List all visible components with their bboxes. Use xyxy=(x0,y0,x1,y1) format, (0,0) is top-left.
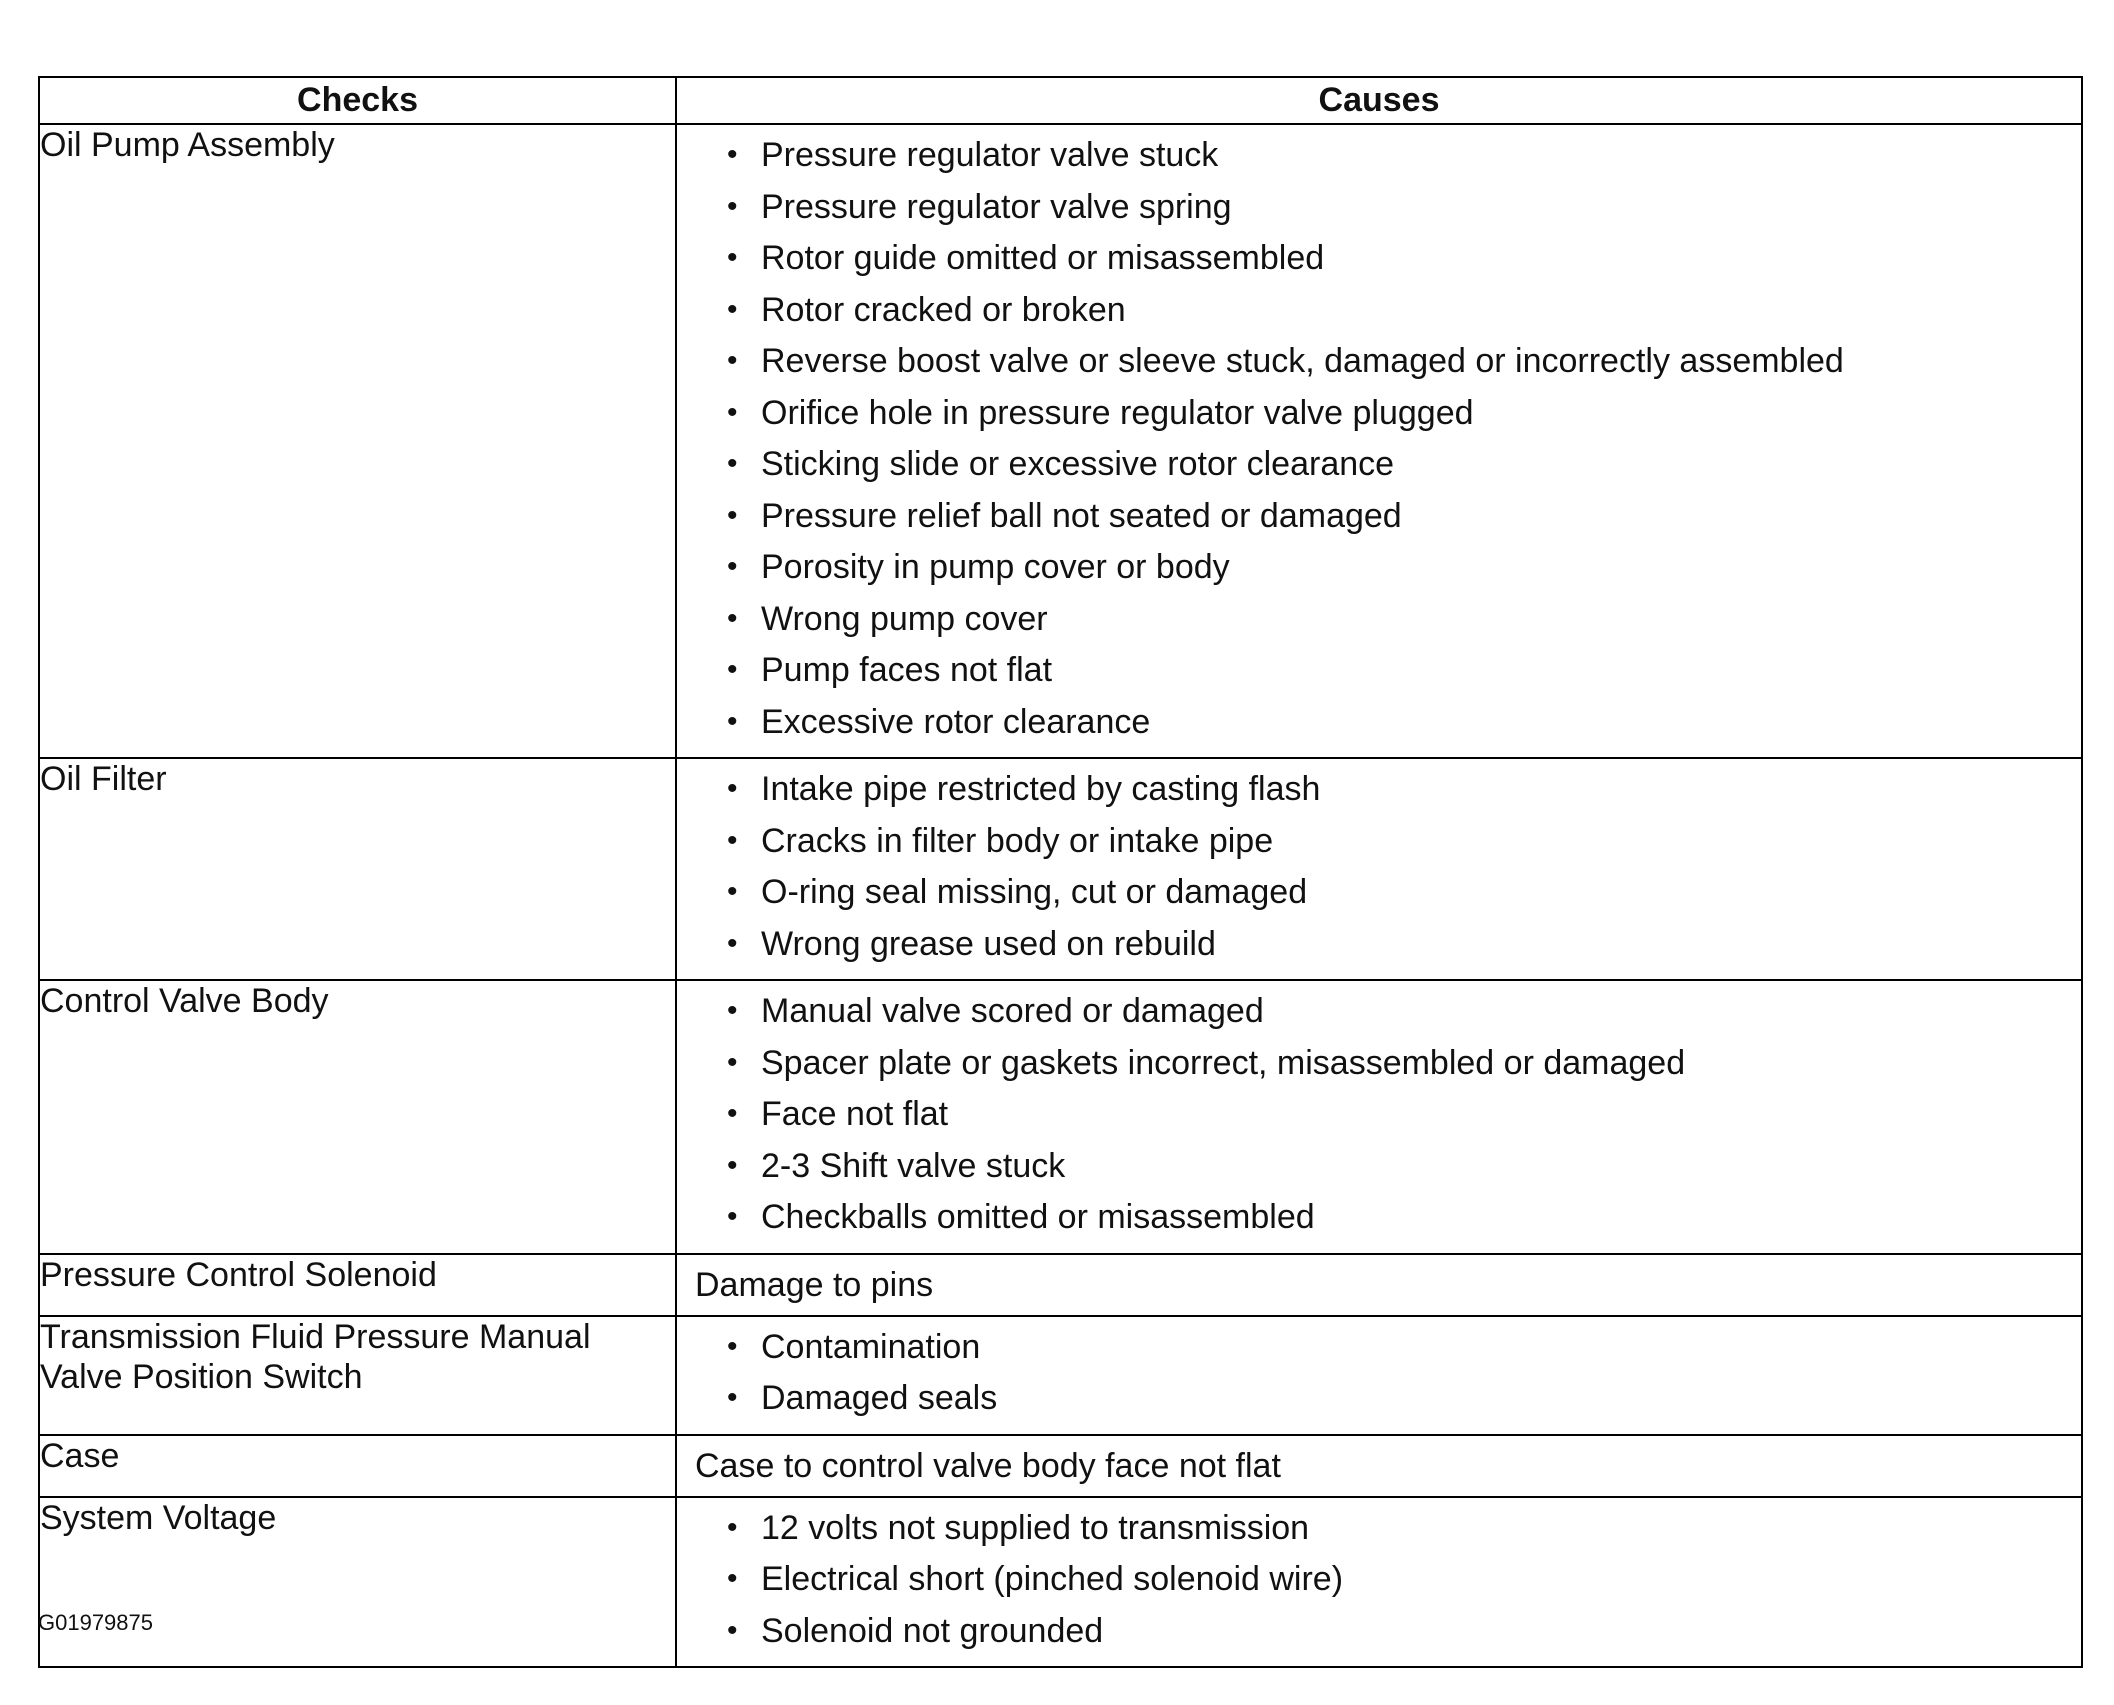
causes-cell xyxy=(676,1316,2082,1435)
bullet-icon: • xyxy=(727,875,738,908)
list-item xyxy=(725,1041,2081,1093)
bullet-icon: • xyxy=(727,189,738,223)
list-item xyxy=(725,339,2081,391)
bullet-icon: • xyxy=(727,1562,738,1595)
cause-text: Checkballs omitted or misassembled xyxy=(761,1198,1315,1236)
table-row xyxy=(39,1435,2082,1497)
list-item xyxy=(725,870,2081,922)
bullet-icon: • xyxy=(727,395,738,429)
cause-text: Damage to pins xyxy=(695,1265,934,1304)
cause-text: Reverse boost valve or sleeve stuck, damaged or incorrectly assembled xyxy=(761,342,1844,380)
causes-cell xyxy=(676,1497,2082,1668)
cause-list xyxy=(677,125,2081,757)
bullet-icon: • xyxy=(727,1613,738,1647)
cause-list xyxy=(677,1498,2081,1667)
bullet-icon: • xyxy=(727,498,738,532)
cause-text: Sticking slide or excessive rotor clearance xyxy=(761,445,1395,483)
check-cell: Pressure Control Solenoid xyxy=(39,1254,676,1316)
bullet-icon: • xyxy=(727,344,738,377)
list-item xyxy=(725,648,2081,700)
cause-text: O-ring seal missing, cut or damaged xyxy=(761,873,1308,911)
table-row xyxy=(39,1254,2082,1316)
bullet-icon: • xyxy=(727,1381,738,1414)
list-item xyxy=(725,545,2081,597)
bullet-icon: • xyxy=(727,241,738,274)
cause-list xyxy=(677,981,2081,1253)
cause-text: Porosity in pump cover or body xyxy=(761,548,1230,586)
bullet-icon: • xyxy=(727,704,738,738)
cause-text: Rotor cracked or broken xyxy=(761,290,1126,329)
cause-text: 12 volts not supplied to transmission xyxy=(761,1508,1310,1547)
causes-cell xyxy=(676,758,2082,980)
cause-text: Electrical short (pinched solenoid wire) xyxy=(761,1560,1344,1598)
list-item xyxy=(725,819,2081,871)
list-item xyxy=(725,1609,2081,1661)
check-cell: Oil Pump Assembly xyxy=(39,124,676,758)
bullet-icon: • xyxy=(727,1200,738,1233)
table-row xyxy=(39,1497,2082,1668)
cause-text: Orifice hole in pressure regulator valve plugged xyxy=(761,393,1474,432)
cause-text: Rotor guide omitted or misassembled xyxy=(761,239,1325,277)
cause-text: 2-3 Shift valve stuck xyxy=(761,1146,1066,1185)
cause-list xyxy=(677,1317,2081,1434)
check-cell: Oil Filter xyxy=(39,758,676,980)
list-item xyxy=(725,391,2081,443)
causes-cell xyxy=(676,1254,2082,1316)
cause-text: Intake pipe restricted by casting flash xyxy=(761,770,1321,808)
list-item xyxy=(725,922,2081,974)
bullet-icon: • xyxy=(727,1148,738,1182)
check-cell: Case xyxy=(39,1435,676,1497)
table-row xyxy=(39,980,2082,1254)
list-item xyxy=(725,185,2081,237)
list-item xyxy=(725,1506,2081,1558)
cause-text: Wrong pump cover xyxy=(761,599,1048,638)
list-item xyxy=(725,442,2081,494)
list-item xyxy=(725,989,2081,1041)
figure-id: G01979875 xyxy=(38,1610,153,1635)
cause-text: Pressure regulator valve stuck xyxy=(761,136,1219,174)
list-item xyxy=(725,767,2081,819)
bullet-icon: • xyxy=(727,772,738,805)
cause-text: Face not flat xyxy=(761,1095,949,1133)
cause-list xyxy=(677,759,2081,979)
bullet-icon: • xyxy=(727,447,738,480)
list-item xyxy=(725,1325,2081,1377)
list-item xyxy=(725,133,2081,185)
bullet-icon: • xyxy=(727,550,738,583)
cause-text: Damaged seals xyxy=(761,1379,998,1417)
list-item xyxy=(725,1144,2081,1196)
bullet-icon: • xyxy=(727,138,738,171)
cause-text: Pressure regulator valve spring xyxy=(761,187,1232,226)
cause-text: Pump faces not flat xyxy=(761,651,1053,689)
bullet-icon: • xyxy=(727,653,738,686)
list-item xyxy=(725,1195,2081,1247)
list-item xyxy=(725,1557,2081,1609)
check-cell: System Voltage xyxy=(39,1497,676,1668)
cause-text: Solenoid not grounded xyxy=(761,1611,1104,1650)
bullet-icon: • xyxy=(727,292,738,326)
bullet-icon: • xyxy=(727,994,738,1027)
list-item xyxy=(725,700,2081,752)
list-item xyxy=(725,494,2081,546)
cause-text: Case to control valve body face not flat xyxy=(695,1446,1281,1485)
bullet-icon: • xyxy=(727,1045,738,1079)
list-item xyxy=(725,597,2081,649)
table-header-row xyxy=(39,77,2082,124)
bullet-icon: • xyxy=(727,823,738,857)
list-item xyxy=(725,1376,2081,1428)
causes-cell xyxy=(676,1435,2082,1497)
bullet-icon: • xyxy=(727,1097,738,1130)
cause-text: Contamination xyxy=(761,1327,981,1366)
cause-text: Cracks in filter body or intake pipe xyxy=(761,821,1274,860)
check-cell: Control Valve Body xyxy=(39,980,676,1254)
table-row xyxy=(39,1316,2082,1435)
table-row xyxy=(39,124,2082,758)
bullet-icon: • xyxy=(727,926,738,960)
bullet-icon: • xyxy=(727,1329,738,1363)
list-item xyxy=(725,1092,2081,1144)
checks-causes-table xyxy=(38,76,2083,1668)
header-checks: Checks xyxy=(39,77,676,124)
cause-text: Pressure relief ball not seated or damaged xyxy=(761,496,1402,535)
cause-text: Spacer plate or gaskets incorrect, misassembled or damaged xyxy=(761,1043,1686,1082)
list-item xyxy=(725,236,2081,288)
cause-text: Excessive rotor clearance xyxy=(761,702,1151,741)
table-row xyxy=(39,758,2082,980)
causes-cell xyxy=(676,980,2082,1254)
cause-text: Wrong grease used on rebuild xyxy=(761,924,1216,963)
bullet-icon: • xyxy=(727,1510,738,1544)
causes-cell xyxy=(676,124,2082,758)
bullet-icon: • xyxy=(727,601,738,635)
check-cell: Transmission Fluid Pressure Manual Valve Position Switch xyxy=(39,1316,676,1435)
cause-text: Manual valve scored or damaged xyxy=(761,992,1264,1030)
list-item xyxy=(725,288,2081,340)
header-causes: Causes xyxy=(676,77,2082,124)
